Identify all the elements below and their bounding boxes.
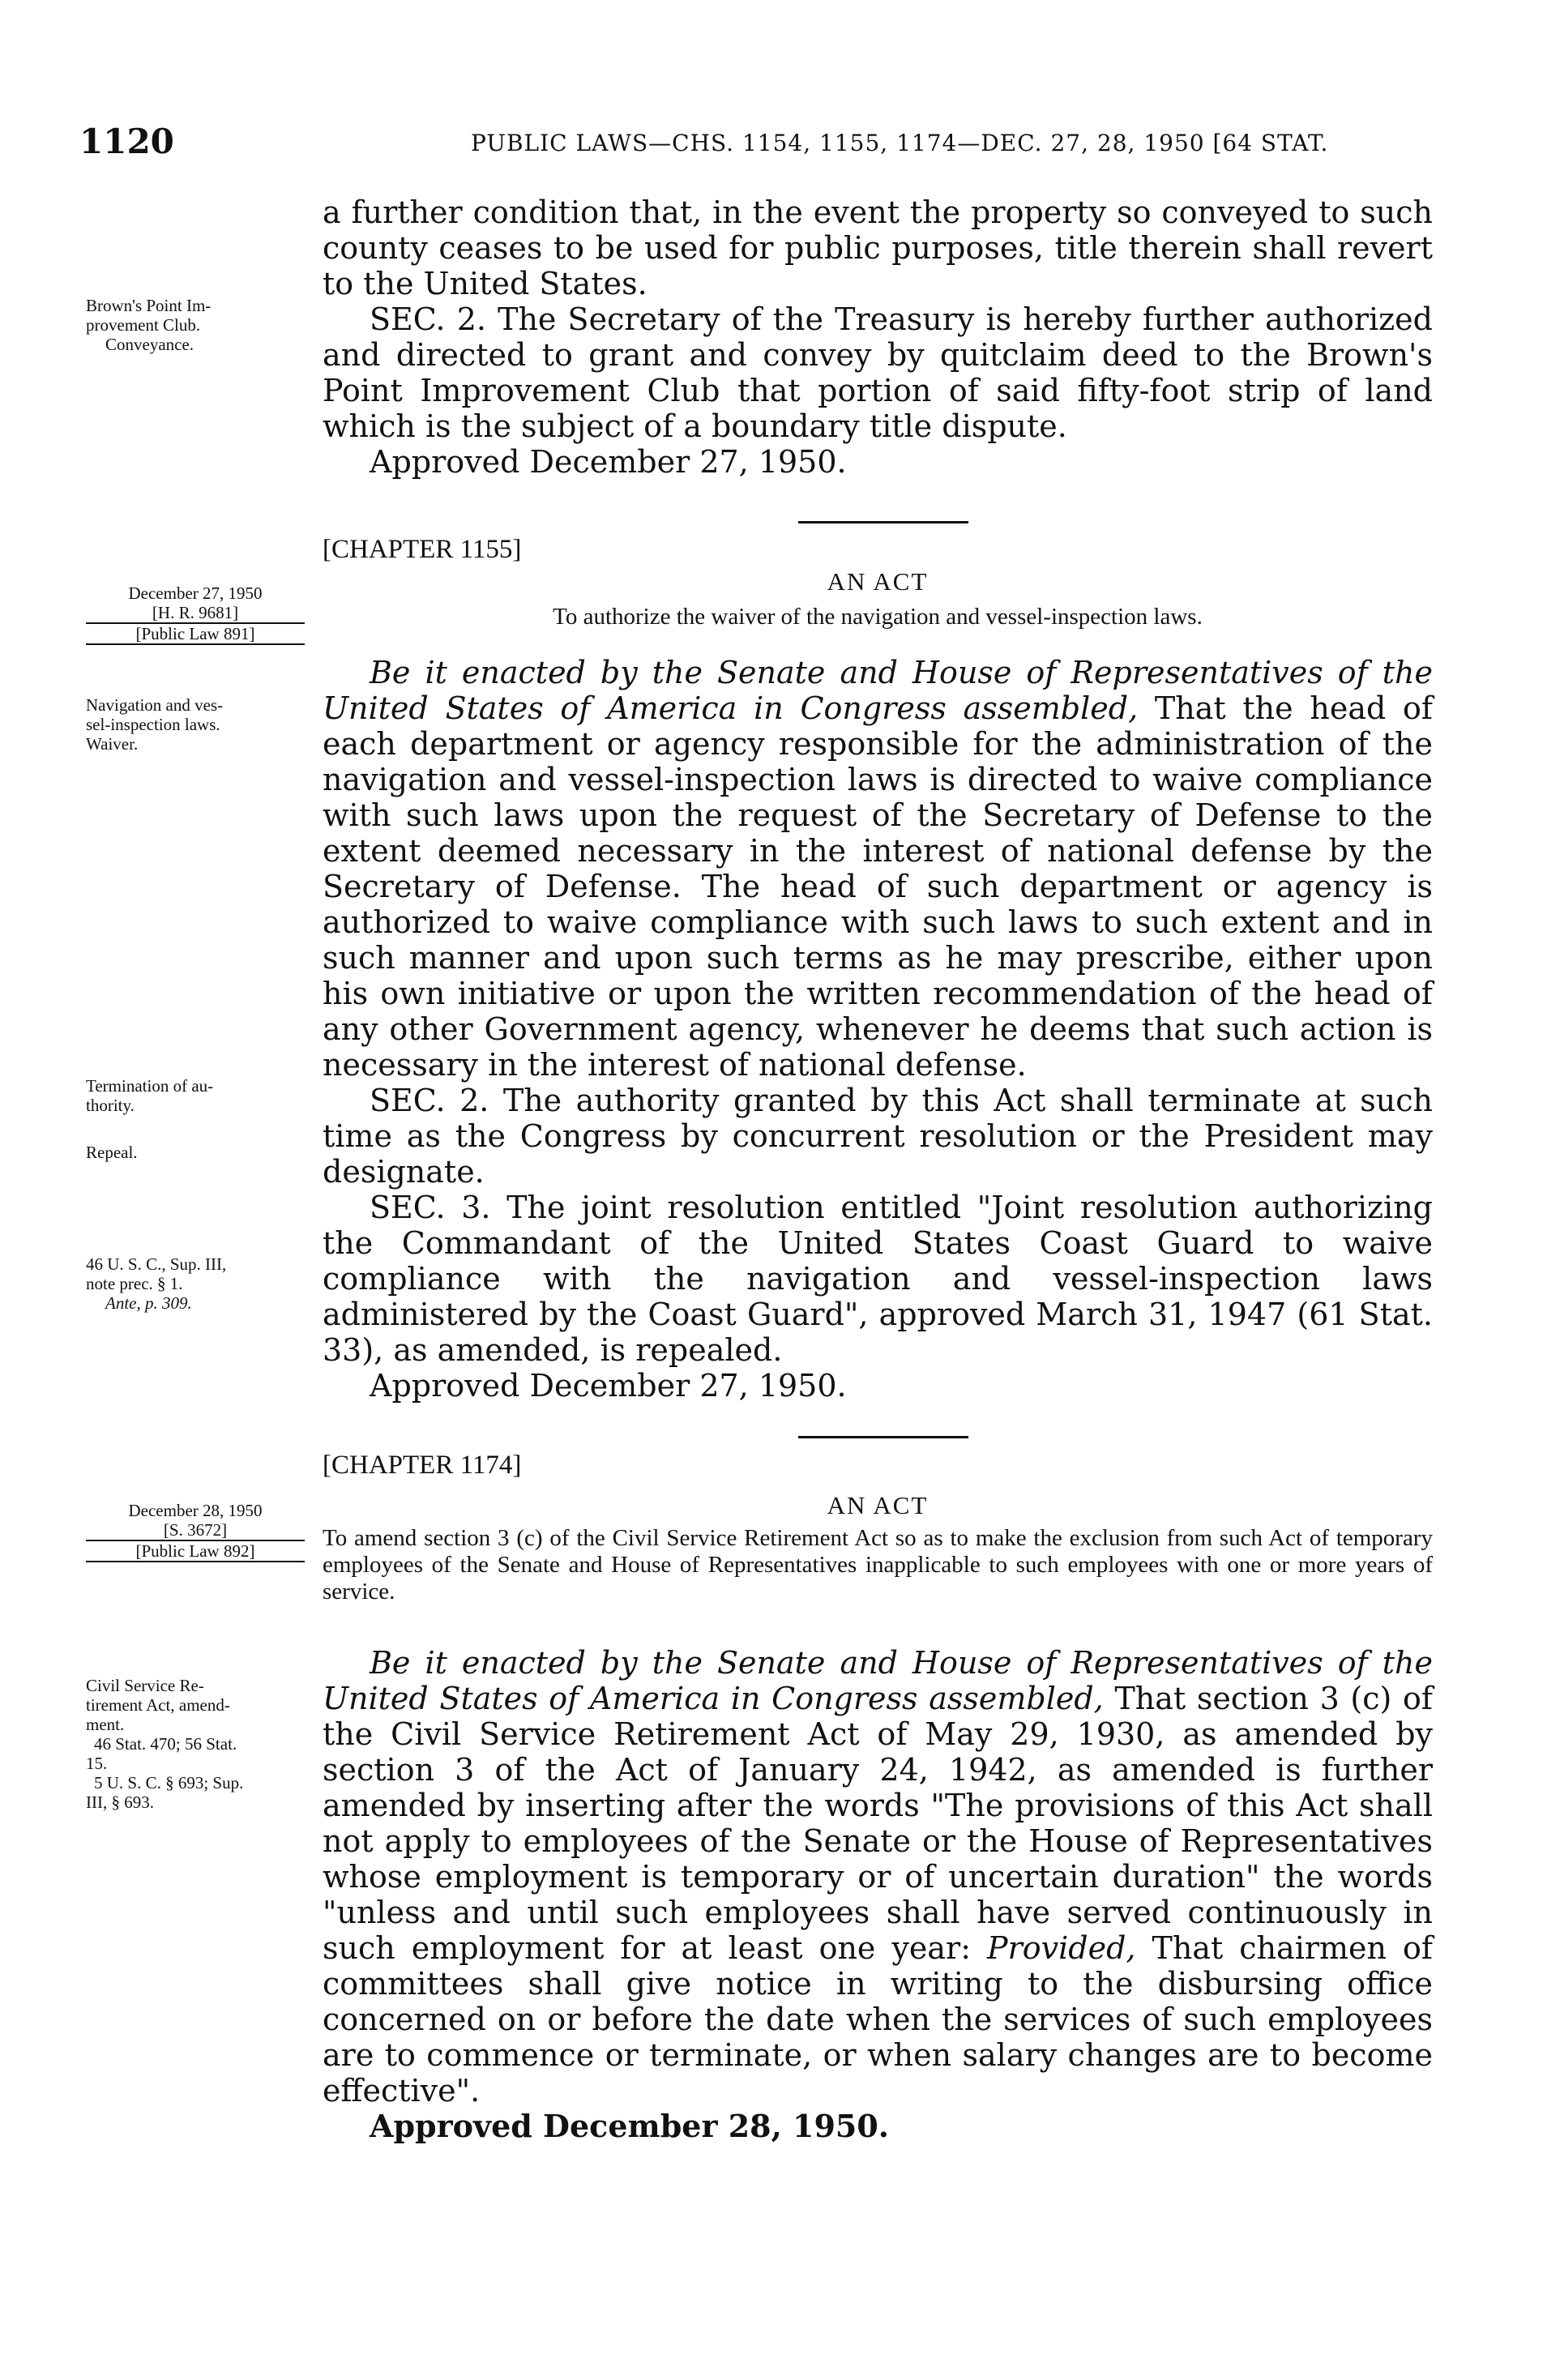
ch1174-enacting-clause: Be it enacted by the Senate and House of Representatives of the United States of America in Congress assembled, (323, 1645, 1433, 1716)
margin-note-line: III, § 693. (86, 1792, 154, 1812)
margin-note-line: thority. (86, 1096, 135, 1115)
ch1174-public-law: [Public Law 892] (86, 1540, 305, 1562)
ch1155-note-termination (86, 1076, 305, 1115)
margin-note-line: tirement Act, amend- (86, 1695, 230, 1715)
running-head: PUBLIC LAWS—CHS. 1154, 1155, 1174—DEC. 27, 28, 1950 [64 STAT. (471, 130, 1329, 156)
ch1174-date: December 28, 1950 (128, 1501, 263, 1520)
ch1155-sec2-label: SEC. 2. (370, 1083, 489, 1118)
margin-note-line: Repeal. (86, 1143, 138, 1162)
ch1155-sec3-text: The joint resolution entitled "Joint resolution authorizing the Commandant of the United States Coast Guard to waive compliance with the navigation and vessel-inspection laws administered by the Coast Guard", approved March 31, 1947 (61 Stat. 33), as amended, is repealed. (323, 1190, 1434, 1368)
margin-note-line (86, 1293, 305, 1313)
margin-note-line: Brown's Point Im- (86, 296, 212, 315)
ch1174-note-csr (86, 1676, 305, 1812)
ch1174-title: To amend section 3 (c) of the Civil Service Retirement Act so as to make the exclusion from such Act of temporary employees of the Senate and House of Representatives inapplicable to such employees with one or more years of service. (323, 1525, 1433, 1604)
margin-note-line: 15. (86, 1754, 108, 1773)
ch1174-chapter-label: [CHAPTER 1174] (323, 1451, 522, 1480)
ch1155-chapter-label: [CHAPTER 1155] (323, 535, 522, 564)
ch1154-section-2 (323, 301, 1433, 444)
ch1155-note-repeal (86, 1143, 305, 1162)
ch1174-provided: Provided, (987, 1930, 1136, 1966)
ch1155-bill-number: [H. R. 9681] (152, 603, 239, 622)
chapter-separator-rule (798, 521, 968, 523)
ch1155-approved: Approved December 27, 1950. (370, 1368, 847, 1404)
ch1155-body (323, 655, 1433, 1404)
ch1155-note-usc (86, 1254, 305, 1313)
ch1174-an-act: AN ACT (827, 1491, 929, 1519)
ch1155-sec2-text: The authority granted by this Act shall terminate at such time as the Congress by concurrent resolution or the President may designate. (323, 1083, 1434, 1190)
ch1155-note-navigation (86, 695, 305, 754)
margin-note-line: Conveyance. (105, 335, 194, 354)
page-number: 1120 (79, 122, 174, 161)
ch1154-sec2-label: SEC. 2. (370, 301, 486, 337)
ch1174-bill-info (86, 1501, 305, 1562)
ch1155-sec3-label: SEC. 3. (370, 1190, 491, 1225)
margin-note-line: note prec. § 1. (86, 1274, 183, 1293)
ch1155-date: December 27, 1950 (128, 583, 263, 603)
ch1155-bill-info (86, 583, 305, 645)
ch1154-sec2-text: The Secretary of the Treasury is hereby further authorized and directed to grant and convey by quitclaim deed to the Brown's Point Improvement Club that portion of said fifty-foot strip of land which is the subject of a boundary title dispute. (323, 301, 1433, 444)
margin-note-line: Navigation and ves- (86, 695, 224, 715)
page-header (79, 122, 1466, 170)
margin-note-line: provement Club. (86, 315, 201, 335)
margin-note-line: Civil Service Re- (86, 1676, 204, 1695)
ch1154-body (323, 194, 1433, 480)
margin-note-line: Waiver. (86, 734, 139, 754)
ch1154-continuation: a further condition that, in the event the property so conveyed to such county ceases to be used for public purposes, title therein shall revert to the United States. (323, 194, 1433, 301)
ch1155-section-2 (323, 1083, 1433, 1190)
margin-note-line: 46 Stat. 470; 56 Stat. (94, 1734, 237, 1754)
ch1174-body-text-1: That section 3 (c) of the Civil Service Retirement Act of May 29, 1930, as amended by section 3 of the Act of January 24, 1942, as amended is further amended by inserting after the words "The provisions of this Act shall not apply to employees of the Senate or the House of Representatives whose employment is temporary or of uncertain duration" the words "unless and until such employees shall have served continuously in such employment for at least one year: (323, 1681, 1433, 1966)
margin-note-line: sel-inspection laws. (86, 715, 220, 734)
margin-note-line: ment. (86, 1715, 125, 1734)
ch1155-enacting-clause: Be it enacted by the Senate and House of Representatives of the United States of America in Congress assembled, (323, 655, 1433, 726)
ch1174-body (323, 1645, 1433, 2144)
ch1155-section-3 (323, 1190, 1433, 1368)
margin-note-line: 46 U. S. C., Sup. III, (86, 1254, 227, 1274)
ch1174-bill-number: [S. 3672] (163, 1520, 228, 1540)
ch1154-margin-note (86, 296, 305, 354)
ch1155-public-law: [Public Law 891] (86, 622, 305, 645)
ch1155-an-act: AN ACT (827, 567, 929, 596)
ch1174-enacting-paragraph (323, 1645, 1433, 2109)
ch1155-note-ante: Ante, p. 309. (105, 1293, 192, 1313)
ch1174-approved: Approved December 28, 1950. (370, 2108, 890, 2144)
ch1155-body-text: That the head of each department or agency responsible for the administration of the navigation and vessel-inspection laws is directed to waive compliance with such laws upon the request of the Secretary of Defense to the extent deemed necessary in the interest of national defense by the Secretary of Defense. The head of such department or agency is authorized to waive compliance with such laws to such extent and in such manner and upon such terms as he may prescribe, either upon his own initiative or upon the written recommendation of the head of any other Government agency, whenever he deems that such action is necessary in the interest of national defense. (323, 690, 1433, 1083)
ch1155-enacting-paragraph (323, 655, 1433, 1083)
ch1155-title: To authorize the waiver of the navigation and vessel-inspection laws. (553, 604, 1203, 630)
ch1154-approved: Approved December 27, 1950. (370, 444, 847, 480)
ch1174-body-text-2: That chairmen of committees shall give notice in writing to the disbursing office concerned on or before the date when the services of such employees are to commence or terminate, or when salary changes are to become effective". (323, 1930, 1433, 2109)
margin-note-line: 5 U. S. C. § 693; Sup. (94, 1773, 244, 1792)
chapter-separator-rule (798, 1436, 968, 1438)
margin-note-line: Termination of au- (86, 1076, 214, 1096)
